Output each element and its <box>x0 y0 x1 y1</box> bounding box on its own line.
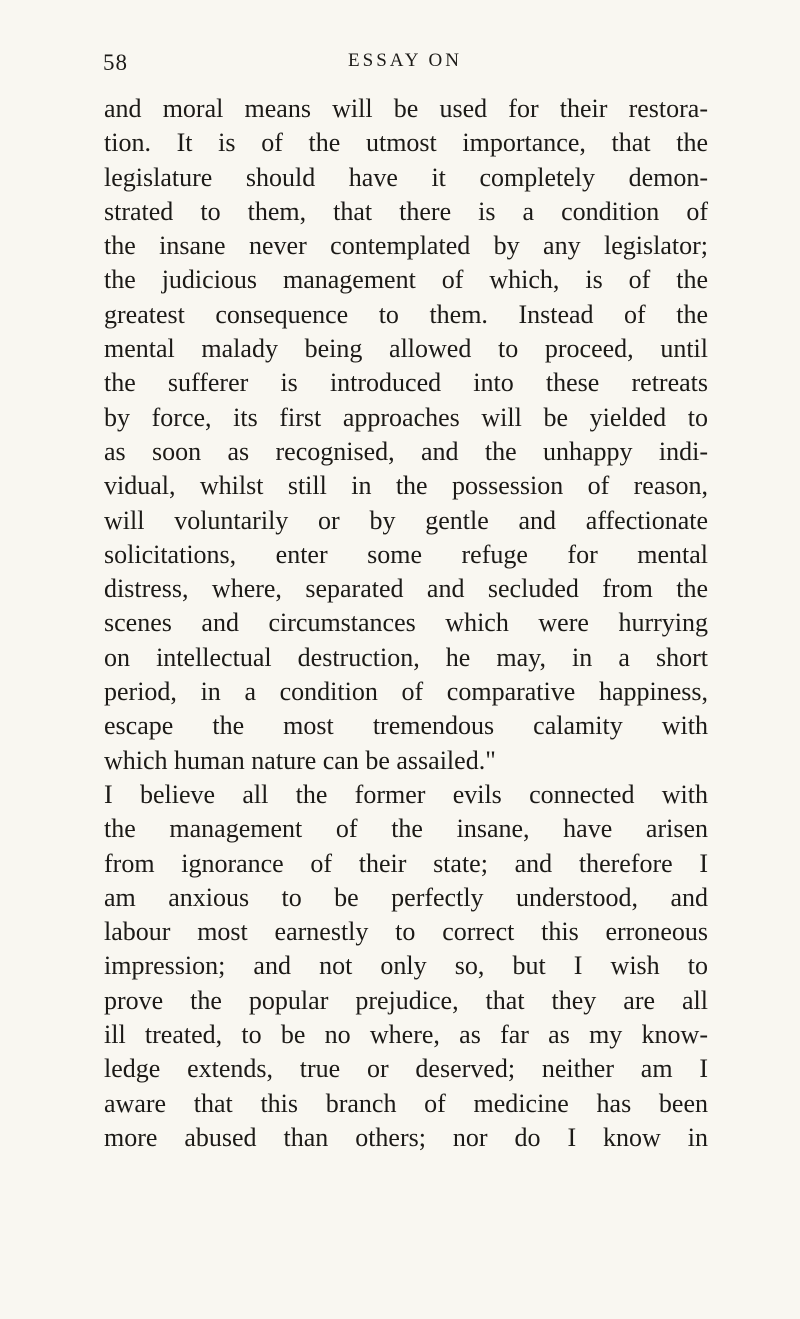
text-line: vidual, whilst still in the possession of reason, <box>104 471 708 501</box>
text-line: solicitations, enter some refuge for mental <box>104 539 708 569</box>
text-line: labour most earnestly to correct this erroneous <box>104 917 708 947</box>
text-line: mental malady being allowed to proceed, until <box>104 334 708 364</box>
text-line: the management of the insane, have arisen <box>104 814 708 844</box>
text-line: aware that this branch of medicine has been <box>104 1088 708 1118</box>
text-line: more abused than others; nor do I know in <box>104 1122 708 1152</box>
text-line: on intellectual destruction, he may, in a short <box>104 642 708 672</box>
text-line: greatest consequence to them. Instead of the <box>104 299 708 329</box>
body-text <box>104 92 708 1155</box>
text-line: legislature should have it completely demon- <box>104 162 708 192</box>
text-line: from ignorance of their state; and therefore I <box>104 848 708 878</box>
text-line: strated to them, that there is a condition of <box>104 196 708 226</box>
paragraph-end-line: which human nature can be assailed." <box>104 745 496 775</box>
text-line: the sufferer is introduced into these retreats <box>104 368 708 398</box>
text-line: as soon as recognised, and the unhappy indi- <box>104 436 708 466</box>
text-line: ledge extends, true or deserved; neither am I <box>104 1054 708 1084</box>
text-line: distress, where, separated and secluded from the <box>104 574 708 604</box>
text-line: by force, its first approaches will be yielded to <box>104 402 708 432</box>
text-line: impression; and not only so, but I wish to <box>104 951 708 981</box>
text-line: escape the most tremendous calamity with <box>104 711 708 741</box>
page-number: 58 <box>103 50 128 75</box>
page-header <box>100 50 710 80</box>
text-line: the judicious management of which, is of the <box>104 265 708 295</box>
running-head: ESSAY ON <box>348 50 462 71</box>
paragraph-start-line: I believe all the former evils connected with <box>104 779 708 809</box>
text-line: period, in a condition of comparative happiness, <box>104 677 708 707</box>
text-line: tion. It is of the utmost importance, that the <box>104 128 708 158</box>
text-line: ill treated, to be no where, as far as my know- <box>104 1020 708 1050</box>
text-line: the insane never contemplated by any legislator; <box>104 231 708 261</box>
text-line: prove the popular prejudice, that they are all <box>104 985 708 1015</box>
text-line: and moral means will be used for their restora- <box>104 94 708 123</box>
text-line: am anxious to be perfectly understood, and <box>104 882 708 912</box>
text-line: scenes and circumstances which were hurrying <box>104 608 708 638</box>
text-line: will voluntarily or by gentle and affectionate <box>104 505 708 535</box>
